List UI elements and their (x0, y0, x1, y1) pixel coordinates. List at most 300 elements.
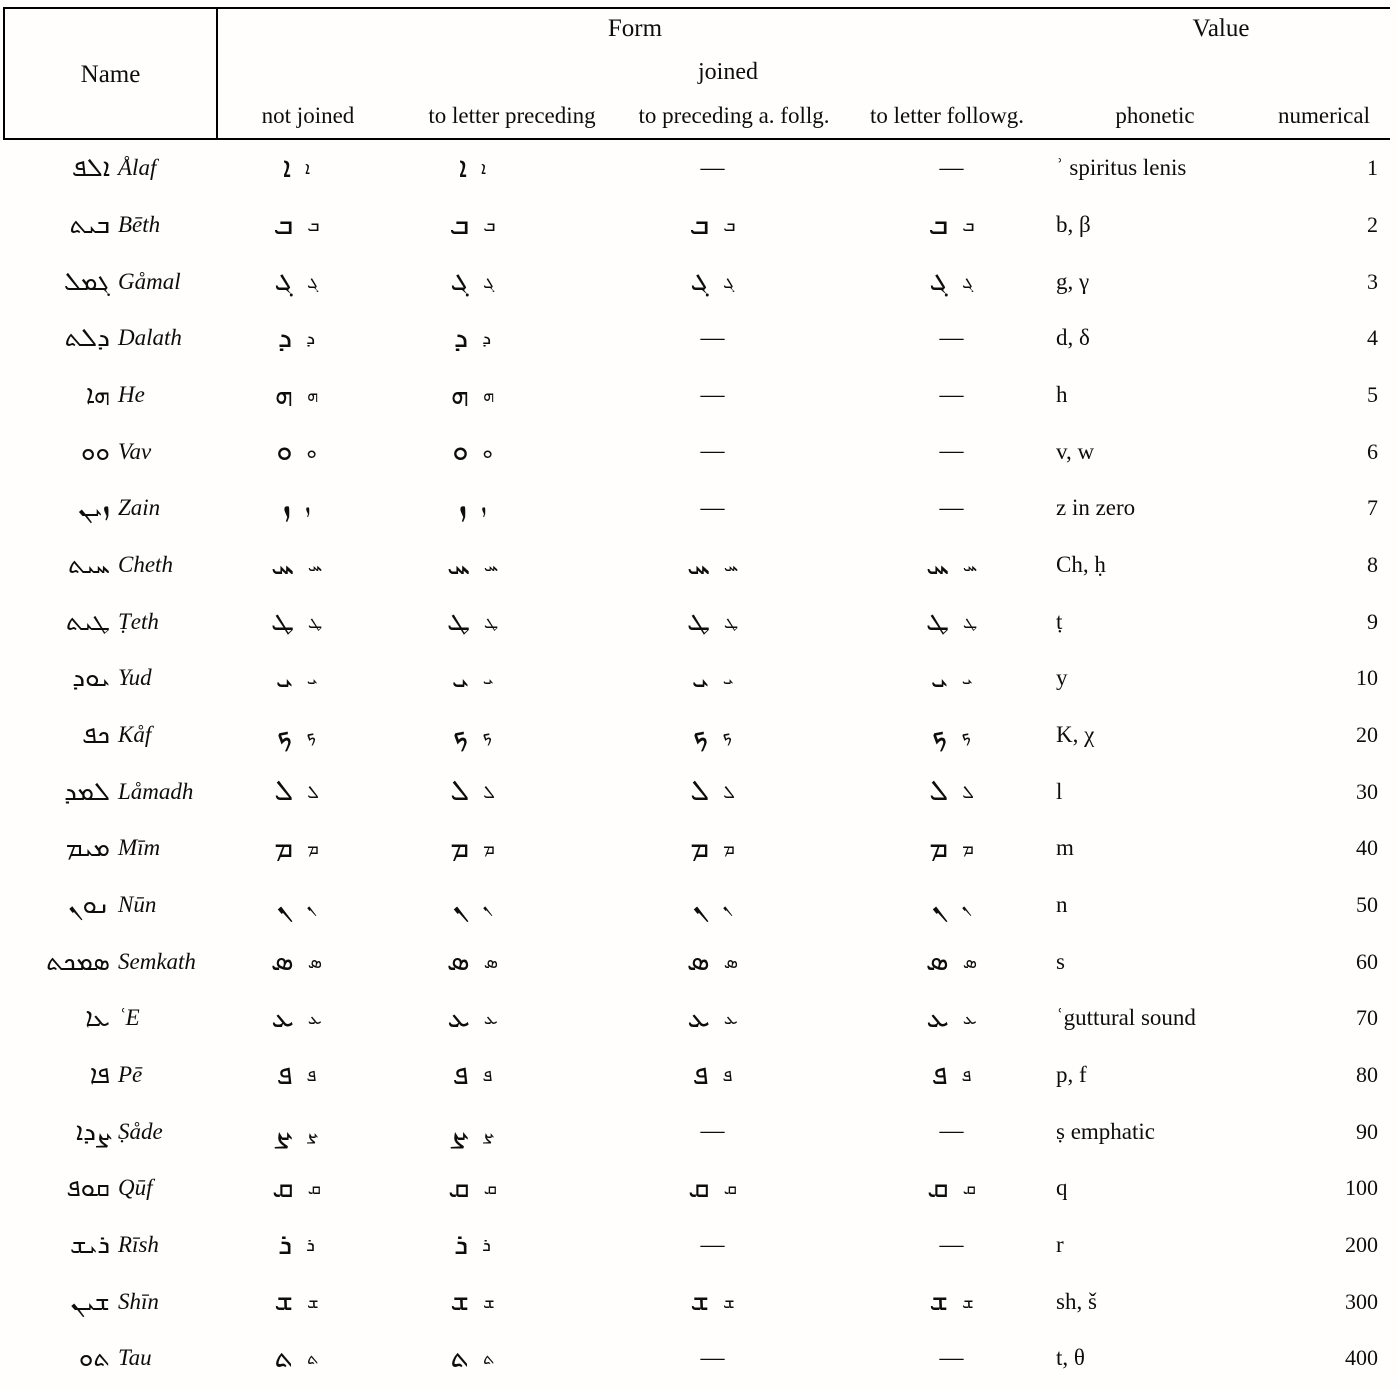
phonetic-value: y (1056, 665, 1068, 691)
letter-name: ʿE (118, 1005, 140, 1031)
form-to-preceding-cell (375, 267, 570, 296)
form-to-preceding-and-following-cell (570, 831, 855, 864)
no-form-dash: — (700, 1344, 725, 1371)
form-to-following-cell (855, 548, 1048, 581)
header-col-to-letter-following: to letter followg. (870, 103, 1024, 128)
header-form-label: Form (607, 15, 663, 42)
serto-glyph: ܥ (687, 1001, 710, 1034)
east-syriac-glyph: ܢ (306, 895, 317, 916)
syriac-spelled-name: ܦܐ (89, 1060, 110, 1090)
numerical-value: 10 (1356, 665, 1378, 691)
serto-glyph: ܢ (276, 888, 293, 921)
letter-name: Kåf (118, 722, 152, 748)
serto-glyph: ܐ (282, 151, 292, 184)
letter-name: Ålaf (118, 155, 157, 181)
letter-name: Rīsh (118, 1232, 159, 1258)
serto-glyph: ܚ (926, 548, 949, 581)
serto-glyph: ܡ (690, 831, 710, 864)
east-syriac-glyph: ܡ (723, 838, 735, 859)
east-syriac-glyph: ܛ (483, 611, 499, 632)
serto-glyph: ܢ (931, 888, 948, 921)
table-row (0, 990, 1398, 1047)
form-to-preceding-and-following-cell (570, 267, 855, 296)
header-subcolumns (218, 102, 1390, 130)
east-syriac-glyph: ܢ (722, 895, 733, 916)
phonetic-value: Ch, ḥ (1056, 552, 1106, 578)
letter-name-cell (0, 1062, 218, 1088)
serto-glyph: ܩ (448, 1171, 470, 1204)
numerical-value: 6 (1367, 438, 1378, 464)
form-not-joined-cell (218, 718, 375, 751)
serto-glyph: ܛ (270, 605, 294, 638)
numerical-value: 70 (1356, 1005, 1378, 1031)
numerical-value: 30 (1356, 778, 1378, 804)
east-syriac-glyph: ܫ (723, 1291, 735, 1312)
letter-name: Qūf (118, 1175, 153, 1201)
syriac-spelled-name: ܚܝܬ (67, 550, 110, 580)
syriac-spelled-name: ܐܠܦ (71, 153, 110, 183)
form-to-preceding-cell (375, 378, 570, 411)
form-to-preceding-cell (375, 661, 570, 694)
east-syriac-glyph: ܥ (307, 1008, 322, 1029)
form-to-preceding-cell (375, 1117, 570, 1146)
east-syriac-glyph: ܥ (483, 1008, 498, 1029)
serto-glyph: ܟ (276, 718, 293, 751)
form-not-joined-cell (218, 947, 375, 976)
form-not-joined-cell (218, 1058, 375, 1091)
form-not-joined-cell (218, 1341, 375, 1374)
east-syriac-glyph: ܨ (482, 1121, 495, 1142)
form-not-joined-cell (218, 321, 375, 354)
table-row (0, 650, 1398, 707)
form-to-following-cell (855, 438, 1048, 465)
east-syriac-glyph: ܠ (962, 781, 974, 802)
serto-glyph: ܒ (449, 208, 470, 241)
serto-glyph: ܠ (450, 775, 470, 808)
syriac-spelled-name: ܥܐ (85, 1003, 110, 1033)
phonetic-value: r (1056, 1232, 1064, 1258)
east-syriac-glyph: ܦ (306, 1065, 317, 1086)
letter-name: Yud (118, 665, 152, 691)
east-syriac-glyph: ܩ (307, 1178, 321, 1199)
form-to-preceding-cell (375, 321, 570, 354)
serto-glyph: ܒ (273, 208, 294, 241)
form-to-preceding-cell (375, 718, 570, 751)
table-row (0, 707, 1398, 764)
table-body (0, 140, 1398, 1387)
form-not-joined-cell (218, 1001, 375, 1034)
syriac-spelled-name: ܨܕܐ (75, 1116, 110, 1146)
header-col-to-preceding-and-following: to preceding a. follg. (638, 103, 830, 128)
form-not-joined-cell (218, 1228, 375, 1261)
serto-glyph: ܣ (270, 945, 294, 978)
form-to-preceding-and-following-cell (570, 607, 855, 636)
serto-glyph: ܟ (692, 718, 709, 751)
letter-name-cell (0, 1116, 218, 1146)
no-form-dash: — (700, 1118, 725, 1145)
table-row (0, 820, 1398, 877)
numerical-value: 20 (1356, 722, 1378, 748)
no-form-dash: — (700, 494, 725, 521)
east-syriac-glyph: ܚ (962, 555, 977, 576)
letter-name: Cheth (118, 552, 173, 578)
form-to-preceding-and-following-cell (570, 155, 855, 182)
east-syriac-glyph: ܬ (483, 1348, 495, 1369)
letter-name: Semkath (118, 948, 196, 974)
form-not-joined-cell (218, 151, 375, 184)
serto-glyph: ܦ (276, 1058, 293, 1091)
letter-name: Ṭeth (118, 608, 159, 634)
east-syriac-glyph: ܗ (306, 385, 319, 406)
east-syriac-glyph: ܗ (482, 385, 495, 406)
syriac-spelled-name: ܘܘ (80, 436, 110, 466)
phonetic-value: ṭ (1056, 608, 1063, 634)
serto-glyph: ܣ (925, 945, 949, 978)
serto-glyph: ܘ (276, 435, 293, 468)
letter-name-cell (0, 1345, 218, 1371)
form-to-following-cell (855, 495, 1048, 522)
table-row (0, 1217, 1398, 1274)
east-syriac-glyph: ܩ (723, 1178, 737, 1199)
serto-glyph: ܠ (274, 775, 294, 808)
letter-name-cell (0, 552, 218, 578)
form-to-following-cell (855, 1171, 1048, 1204)
form-not-joined-cell (218, 208, 375, 241)
no-form-dash: — (939, 154, 964, 181)
syriac-spelled-name: ܟܦ (81, 720, 110, 750)
syriac-spelled-name: ܫܝܢ (70, 1286, 110, 1316)
serto-glyph: ܡ (274, 831, 294, 864)
serto-glyph: ܓ (274, 265, 294, 298)
numerical-value: 100 (1345, 1175, 1378, 1201)
serto-glyph: ܠ (690, 775, 710, 808)
form-not-joined-cell (218, 491, 375, 524)
form-to-preceding-cell (375, 491, 570, 524)
east-syriac-glyph: ܦ (482, 1065, 493, 1086)
serto-glyph: ܗ (450, 378, 469, 411)
form-to-preceding-cell (375, 1058, 570, 1091)
phonetic-value: K, χ (1056, 722, 1095, 748)
east-syriac-glyph: ܓ (307, 271, 319, 292)
serto-glyph: ܥ (926, 1001, 949, 1034)
form-to-following-cell (855, 267, 1048, 296)
serto-glyph: ܩ (927, 1171, 949, 1204)
form-not-joined-cell (218, 831, 375, 864)
table-row (0, 593, 1398, 650)
serto-glyph: ܨ (274, 1115, 293, 1148)
form-to-preceding-and-following-cell (570, 718, 855, 751)
form-to-preceding-and-following-cell (570, 1171, 855, 1204)
phonetic-value: b, β (1056, 212, 1091, 237)
serto-glyph: ܐ (458, 151, 468, 184)
form-to-preceding-and-following-cell (570, 1232, 855, 1259)
east-syriac-glyph: ܥ (962, 1008, 977, 1029)
form-to-preceding-cell (375, 437, 570, 466)
east-syriac-glyph: ܟ (306, 725, 317, 746)
east-syriac-glyph: ܦ (961, 1065, 972, 1086)
letter-name: Dalath (118, 325, 182, 351)
syriac-spelled-name: ܕܠܬ (64, 323, 110, 353)
form-to-preceding-cell (375, 777, 570, 806)
serto-glyph: ܝ (275, 661, 293, 694)
form-to-preceding-and-following-cell (570, 548, 855, 581)
form-to-preceding-cell (375, 947, 570, 976)
letter-name-cell (0, 495, 218, 521)
letter-name-cell (0, 665, 218, 691)
east-syriac-glyph: ܠ (307, 781, 319, 802)
letter-name-cell (0, 835, 218, 861)
numerical-value: 1 (1367, 155, 1378, 181)
serto-glyph: ܫ (929, 1285, 949, 1318)
letter-name-cell (0, 1232, 218, 1258)
header-col-to-letter-preceding: to letter preceding (428, 103, 596, 128)
no-form-dash: — (700, 1231, 725, 1258)
form-to-following-cell (855, 607, 1048, 636)
east-syriac-glyph: ܛ (962, 611, 978, 632)
serto-glyph: ܛ (446, 605, 470, 638)
form-to-preceding-and-following-cell (570, 495, 855, 522)
letter-name-cell (0, 382, 218, 408)
form-to-following-cell (855, 947, 1048, 976)
numerical-value: 200 (1345, 1232, 1378, 1258)
no-form-dash: — (939, 1231, 964, 1258)
form-not-joined-cell (218, 267, 375, 296)
east-syriac-glyph: ܐ (481, 158, 487, 179)
syriac-spelled-name: ܡܝܡ (65, 833, 110, 863)
east-syriac-glyph: ܛ (307, 611, 323, 632)
east-syriac-glyph: ܟ (482, 725, 493, 746)
syriac-spelled-name: ܒܝܬ (69, 210, 110, 239)
serto-glyph: ܦ (452, 1058, 469, 1091)
letter-name-cell (0, 155, 218, 181)
letter-name: Mīm (118, 835, 161, 861)
letter-name: Vav (118, 438, 152, 464)
serto-glyph: ܫ (450, 1285, 470, 1318)
table-row (0, 367, 1398, 424)
letter-name: Pē (118, 1062, 143, 1088)
east-syriac-glyph: ܡ (307, 838, 319, 859)
form-to-preceding-and-following-cell (570, 1287, 855, 1316)
syriac-spelled-name: ܗܐ (85, 380, 110, 410)
serto-glyph: ܝ (691, 661, 709, 694)
letter-name: Zain (118, 495, 161, 521)
letter-name-cell (0, 1005, 218, 1031)
numerical-value: 40 (1356, 835, 1378, 861)
no-form-dash: — (939, 324, 964, 351)
east-syriac-glyph: ܝ (482, 668, 494, 689)
east-syriac-glyph: ܓ (723, 271, 735, 292)
numerical-value: 60 (1356, 948, 1378, 974)
serto-glyph: ܕ (277, 321, 293, 354)
phonetic-value: m (1056, 835, 1074, 861)
letter-name-cell (0, 212, 218, 238)
serto-glyph: ܓ (450, 265, 470, 298)
syriac-spelled-name: ܢܘܢ (68, 890, 110, 920)
form-to-preceding-and-following-cell (570, 1058, 855, 1091)
east-syriac-glyph: ܣ (483, 951, 499, 972)
east-syriac-glyph: ܝ (722, 668, 734, 689)
form-to-preceding-and-following-cell (570, 208, 855, 241)
east-syriac-glyph: ܚ (723, 555, 738, 576)
header-value-label: Value (1192, 15, 1250, 42)
serto-glyph: ܦ (931, 1058, 948, 1091)
east-syriac-glyph: ܩ (962, 1178, 976, 1199)
serto-glyph: ܣ (686, 945, 710, 978)
east-syriac-glyph: ܫ (483, 1291, 495, 1312)
phonetic-value: z in zero (1056, 495, 1136, 521)
east-syriac-glyph: ܝ (961, 668, 973, 689)
form-to-preceding-and-following-cell (570, 438, 855, 465)
form-to-preceding-and-following-cell (570, 947, 855, 976)
table-row (0, 537, 1398, 594)
syriac-spelled-name: ܣܡܟܬ (46, 946, 110, 976)
letter-name: Låmadh (118, 778, 194, 804)
form-to-preceding-cell (375, 1287, 570, 1316)
east-syriac-glyph: ܡ (483, 838, 495, 859)
east-syriac-glyph: ܩ (483, 1178, 497, 1199)
letter-name-cell (0, 606, 218, 636)
syriac-spelled-name: ܓܡܠ (63, 266, 110, 296)
serto-glyph: ܕ (453, 321, 469, 354)
east-syriac-glyph: ܣ (962, 951, 978, 972)
no-form-dash: — (939, 381, 964, 408)
form-to-following-cell (855, 718, 1048, 751)
form-to-preceding-cell (375, 1171, 570, 1204)
east-syriac-glyph: ܘ (482, 441, 493, 462)
east-syriac-glyph: ܘ (306, 441, 317, 462)
east-syriac-glyph: ܫ (307, 1291, 319, 1312)
table-row (0, 1330, 1398, 1387)
serto-glyph: ܩ (688, 1171, 710, 1204)
form-to-preceding-cell (375, 888, 570, 921)
letter-name: Gåmal (118, 268, 181, 294)
letter-name-cell (0, 946, 218, 976)
form-not-joined-cell (218, 1287, 375, 1316)
form-not-joined-cell (218, 607, 375, 636)
east-syriac-glyph: ܒ (307, 215, 320, 235)
syriac-spelled-name: ܝܘܕ (72, 663, 110, 693)
no-form-dash: — (939, 1118, 964, 1145)
form-to-preceding-cell (375, 1341, 570, 1374)
header-name-label: Name (80, 60, 141, 88)
phonetic-value: sh, š (1056, 1288, 1097, 1314)
serto-glyph: ܙ (458, 491, 468, 524)
numerical-value: 90 (1356, 1118, 1378, 1144)
table-row (0, 140, 1398, 197)
letter-name-cell (0, 436, 218, 466)
east-syriac-glyph: ܕ (306, 328, 316, 349)
east-syriac-glyph: ܛ (723, 611, 739, 632)
form-to-following-cell (855, 1345, 1048, 1372)
phonetic-value: h (1056, 382, 1068, 408)
numerical-value: 5 (1367, 382, 1378, 408)
east-syriac-glyph: ܦ (722, 1065, 733, 1086)
numerical-value: 80 (1356, 1062, 1378, 1088)
serto-glyph: ܬ (450, 1341, 470, 1374)
letter-name-cell (0, 892, 218, 918)
letter-name-cell (0, 266, 218, 296)
serto-glyph: ܠ (929, 775, 949, 808)
serto-glyph: ܟ (931, 718, 948, 751)
letter-name: Ṣåde (118, 1118, 163, 1144)
east-syriac-glyph: ܟ (722, 725, 733, 746)
letter-name: He (118, 382, 145, 408)
phonetic-value: ʿguttural sound (1056, 1005, 1196, 1031)
form-to-preceding-and-following-cell (570, 325, 855, 352)
phonetic-value: v, w (1056, 438, 1095, 464)
form-to-following-cell (855, 831, 1048, 864)
phonetic-value: s (1056, 948, 1065, 974)
east-syriac-glyph: ܟ (961, 725, 972, 746)
table-row (0, 1047, 1398, 1104)
form-to-following-cell (855, 1287, 1048, 1316)
serto-glyph: ܫ (274, 1285, 294, 1318)
table-row (0, 253, 1398, 310)
form-not-joined-cell (218, 1171, 375, 1204)
table-header (3, 7, 1390, 140)
east-syriac-glyph: ܚ (307, 555, 322, 576)
form-not-joined-cell (218, 437, 375, 466)
letter-name: Tau (118, 1345, 152, 1371)
east-syriac-glyph: ܪ (482, 1235, 491, 1256)
numerical-value: 50 (1356, 892, 1378, 918)
form-to-preceding-and-following-cell (570, 661, 855, 694)
form-not-joined-cell (218, 548, 375, 581)
letter-name-cell (0, 1286, 218, 1316)
serto-glyph: ܛ (686, 605, 710, 638)
form-to-following-cell (855, 208, 1048, 241)
east-syriac-glyph: ܣ (723, 951, 739, 972)
letter-name-cell (0, 325, 218, 351)
serto-glyph: ܒ (689, 208, 710, 241)
letter-name: Shīn (118, 1288, 159, 1314)
serto-glyph: ܚ (687, 548, 710, 581)
serto-glyph: ܩ (272, 1171, 294, 1204)
east-syriac-glyph: ܙ (305, 498, 311, 519)
east-syriac-glyph: ܢ (482, 895, 493, 916)
phonetic-value: g, γ (1056, 268, 1090, 294)
serto-glyph: ܫ (690, 1285, 710, 1318)
numerical-value: 300 (1345, 1288, 1378, 1314)
table-row (0, 197, 1398, 254)
table-row (0, 310, 1398, 367)
phonetic-value: p, f (1056, 1062, 1087, 1088)
letter-name: Bēth (118, 212, 161, 237)
syriac-spelled-name: ܛܝܬ (65, 606, 110, 636)
east-syriac-glyph: ܚ (483, 555, 498, 576)
east-syriac-glyph: ܙ (481, 498, 487, 519)
letter-name-cell (0, 722, 218, 748)
no-form-dash: — (939, 494, 964, 521)
no-form-dash: — (700, 381, 725, 408)
form-to-preceding-cell (375, 208, 570, 241)
form-to-following-cell (855, 382, 1048, 409)
east-syriac-glyph: ܒ (483, 215, 496, 235)
serto-glyph: ܓ (690, 265, 710, 298)
form-to-preceding-and-following-cell (570, 888, 855, 921)
form-to-preceding-and-following-cell (570, 777, 855, 806)
form-to-following-cell (855, 325, 1048, 352)
table-row (0, 763, 1398, 820)
east-syriac-glyph: ܬ (307, 1348, 319, 1369)
serto-glyph: ܝ (451, 661, 469, 694)
form-not-joined-cell (218, 1117, 375, 1146)
east-syriac-glyph: ܓ (483, 271, 495, 292)
form-to-following-cell (855, 777, 1048, 806)
no-form-dash: — (700, 438, 725, 465)
serto-glyph: ܦ (692, 1058, 709, 1091)
no-form-dash: — (700, 324, 725, 351)
